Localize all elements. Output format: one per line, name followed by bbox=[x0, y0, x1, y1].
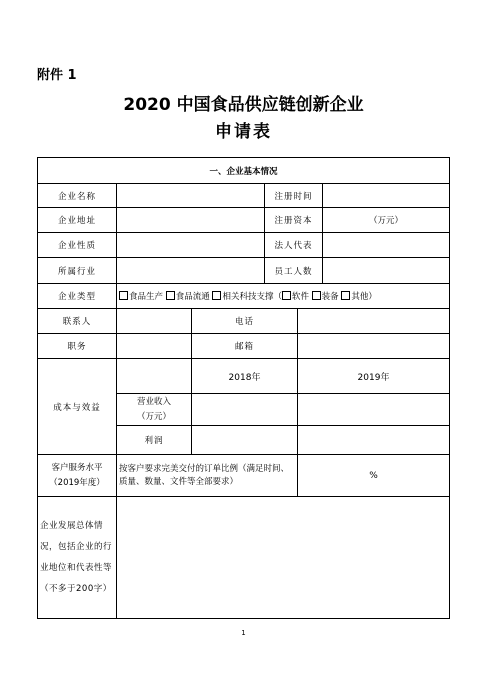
profit-2018-field[interactable] bbox=[192, 426, 298, 455]
company-nature-label: 企业性质 bbox=[38, 233, 117, 258]
service-level-description: 按客户要求完美交付的订单比例（满足时间、质量、数量、文件等全部要求） bbox=[117, 455, 298, 497]
option-food-distribution[interactable]: 食品流通 bbox=[166, 292, 210, 302]
legal-rep-field[interactable] bbox=[323, 233, 450, 258]
checkbox-icon[interactable] bbox=[166, 291, 175, 300]
option-food-production[interactable]: 食品生产 bbox=[119, 292, 163, 302]
section-title: 一、企业基本情况 bbox=[38, 158, 450, 184]
row-contact bbox=[38, 309, 450, 334]
option-tech-support[interactable]: 相关科技支撑（ bbox=[212, 292, 282, 302]
reg-time-label: 注册时间 bbox=[265, 184, 323, 208]
company-address-field[interactable] bbox=[117, 208, 265, 233]
year-2019-header: 2019年 bbox=[298, 359, 450, 394]
email-field[interactable] bbox=[298, 334, 450, 359]
row-company-nature bbox=[38, 233, 450, 258]
contact-field[interactable] bbox=[117, 309, 192, 334]
legal-rep-label: 法人代表 bbox=[265, 233, 323, 258]
checkbox-icon[interactable] bbox=[212, 291, 221, 300]
company-nature-field[interactable] bbox=[117, 233, 265, 258]
option-equipment[interactable]: 装备 bbox=[312, 292, 339, 302]
row-company-name bbox=[38, 184, 450, 208]
company-type-options bbox=[117, 284, 450, 309]
annex-label: 附件 1 bbox=[37, 68, 77, 83]
revenue-label: 营业收入 （万元） bbox=[117, 394, 192, 426]
phone-field[interactable] bbox=[298, 309, 450, 334]
form-subtitle: 申请表 bbox=[215, 122, 272, 142]
revenue-2019-field[interactable] bbox=[298, 394, 450, 426]
company-name-field[interactable] bbox=[117, 184, 265, 208]
checkbox-icon[interactable] bbox=[312, 291, 321, 300]
row-company-address bbox=[38, 208, 450, 233]
company-address-label: 企业地址 bbox=[38, 208, 117, 233]
page-number: 1 bbox=[241, 629, 246, 637]
section-header-row bbox=[38, 158, 450, 184]
reg-capital-label: 注册资本 bbox=[265, 208, 323, 233]
position-label: 职务 bbox=[38, 334, 117, 359]
row-service-level bbox=[38, 455, 450, 497]
email-label: 邮箱 bbox=[192, 334, 298, 359]
reg-capital-unit: （万元） bbox=[369, 216, 404, 226]
row-industry bbox=[38, 258, 450, 284]
position-field[interactable] bbox=[117, 334, 192, 359]
industry-field[interactable] bbox=[117, 258, 265, 284]
company-type-label: 企业类型 bbox=[38, 284, 117, 309]
profit-label: 利润 bbox=[117, 426, 192, 455]
company-name-label: 企业名称 bbox=[38, 184, 117, 208]
employees-label: 员工人数 bbox=[265, 258, 323, 284]
row-overview bbox=[38, 497, 450, 619]
row-company-type bbox=[38, 284, 450, 309]
overview-label: 企业发展总体情 况，包括企业的行 业地位和代表性等 （不多于200字） bbox=[38, 497, 117, 619]
industry-label: 所属行业 bbox=[38, 258, 117, 284]
phone-label: 电话 bbox=[192, 309, 298, 334]
overview-field[interactable] bbox=[117, 497, 450, 619]
cost-benefit-label: 成本与效益 bbox=[38, 359, 117, 455]
row-position bbox=[38, 334, 450, 359]
form-title: 2020 中国食品供应链创新企业 bbox=[123, 95, 364, 115]
checkbox-icon[interactable] bbox=[282, 291, 291, 300]
service-level-percent-field[interactable]: % bbox=[298, 455, 450, 497]
cost-year-corner bbox=[117, 359, 192, 394]
reg-capital-field[interactable] bbox=[323, 208, 450, 233]
contact-label: 联系人 bbox=[38, 309, 117, 334]
option-other[interactable]: 其他） bbox=[341, 292, 377, 302]
option-software[interactable]: 软件 bbox=[282, 292, 309, 302]
row-cost-years bbox=[38, 359, 450, 394]
application-form-table bbox=[37, 157, 450, 619]
revenue-2018-field[interactable] bbox=[192, 394, 298, 426]
profit-2019-field[interactable] bbox=[298, 426, 450, 455]
reg-time-field[interactable] bbox=[323, 184, 450, 208]
checkbox-icon[interactable] bbox=[341, 291, 350, 300]
employees-field[interactable] bbox=[323, 258, 450, 284]
service-level-label: 客户服务水平 （2019年度） bbox=[38, 455, 117, 497]
checkbox-icon[interactable] bbox=[119, 291, 128, 300]
year-2018-header: 2018年 bbox=[192, 359, 298, 394]
